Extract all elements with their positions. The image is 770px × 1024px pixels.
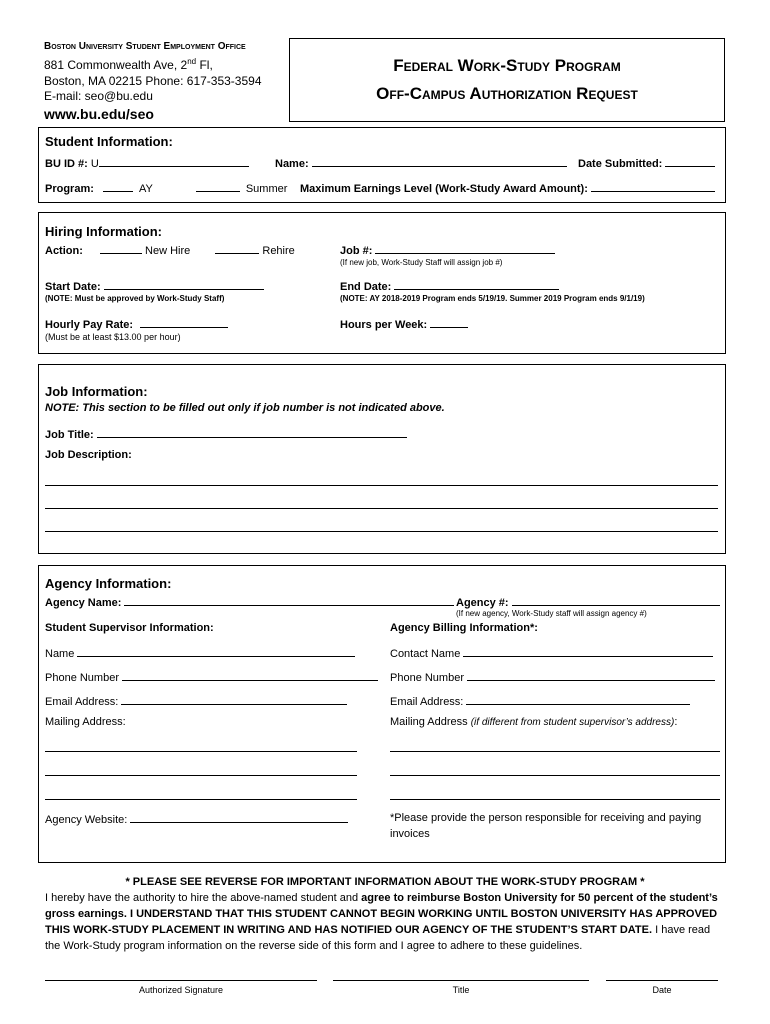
rehire-field[interactable] [215, 242, 259, 254]
form-title-line-2: Off-Campus Authorization Request [376, 84, 638, 103]
date-label: Date [652, 985, 672, 995]
agency-name-row: Agency Name: [45, 594, 454, 609]
job-description-line-2[interactable] [45, 508, 718, 509]
program-summer-field[interactable] [196, 180, 240, 192]
supervisor-mailing-line-1[interactable] [45, 751, 357, 752]
student-name-field[interactable] [312, 155, 567, 167]
billing-mailing-line-2[interactable] [390, 775, 720, 776]
hourly-pay-note: (Must be at least $13.00 per hour) [45, 332, 181, 342]
end-date-note: (NOTE: AY 2018-2019 Program ends 5/19/19. Summer 2019 Program ends 9/1/19) [340, 294, 645, 303]
supervisor-heading: Student Supervisor Information: [45, 622, 214, 634]
office-name: Boston University Student Employment Office [44, 41, 246, 52]
supervisor-phone-row: Phone Number [45, 669, 378, 684]
job-number-note: (If new job, Work-Study Staff will assign job #) [340, 258, 503, 267]
supervisor-name-field[interactable] [77, 645, 355, 657]
start-date-note: (NOTE: Must be approved by Work-Study Staff) [45, 294, 225, 303]
student-row-1: BU ID #: U [45, 155, 249, 170]
date-submitted-row: Date Submitted: [578, 155, 715, 170]
authorization-paragraph: I hereby have the authority to hire the above-named student and agree to reimburse Boston University for 50 percent of the student’s gross earnings. I UNDERSTAND THAT THIS STUDENT CANNOT BEGIN WORKING UNTIL BOSTON UNIVERSITY HAS APPROVED THIS WORK-STUDY PLACEMENT IN WRITING AND HAS NOTIFIED OUR AGENCY OF THE STUDENT’S START DATE. I have read the Work-Study program information on the reverse side of this form and I agree to adhere to these guidelines. [45, 892, 718, 952]
billing-phone-field[interactable] [467, 669, 715, 681]
job-info-heading: Job Information: [45, 384, 148, 399]
signature-line[interactable] [45, 980, 317, 981]
job-number-row: Job #: [340, 242, 555, 257]
supervisor-email-field[interactable] [121, 693, 347, 705]
agency-number-note: (If new agency, Work-Study staff will assign agency #) [456, 609, 647, 618]
billing-email-row: Email Address: [390, 693, 690, 708]
student-name-row: Name: [275, 155, 567, 170]
job-description-line-3[interactable] [45, 531, 718, 532]
agency-website-row: Agency Website: [45, 811, 348, 826]
job-description-label: Job Description: [45, 449, 132, 461]
billing-mailing-line-1[interactable] [390, 751, 720, 752]
billing-footnote: *Please provide the person responsible for receiving and paying invoices [390, 812, 702, 840]
max-earnings-row: Maximum Earnings Level (Work-Study Award Amount): [300, 180, 715, 195]
billing-email-field[interactable] [466, 693, 690, 705]
reverse-notice: * PLEASE SEE REVERSE FOR IMPORTANT INFORMATION ABOUT THE WORK-STUDY PROGRAM * [125, 876, 645, 888]
title-label: Title [452, 985, 470, 995]
title-line[interactable] [333, 980, 589, 981]
billing-heading: Agency Billing Information*: [390, 622, 538, 634]
form-title-line-1: Federal Work-Study Program [393, 56, 621, 75]
billing-phone-row: Phone Number [390, 669, 715, 684]
supervisor-mailing-line-3[interactable] [45, 799, 357, 800]
program-ay-field[interactable] [103, 180, 133, 192]
end-date-row: End Date: [340, 278, 559, 293]
job-title-field[interactable] [97, 426, 407, 438]
supervisor-phone-field[interactable] [122, 669, 378, 681]
student-row-2: Program: AY Summer [45, 180, 287, 195]
hours-week-field[interactable] [430, 316, 468, 328]
job-description-line-1[interactable] [45, 485, 718, 486]
student-info-heading: Student Information: [45, 134, 173, 149]
bu-id-field[interactable] [99, 155, 249, 167]
billing-contact-row: Contact Name [390, 645, 713, 660]
job-info-note: NOTE: This section to be filled out only if job number is not indicated above. [45, 402, 445, 414]
date-line[interactable] [606, 980, 718, 981]
office-email: E-mail: seo@bu.edu [44, 89, 153, 103]
job-number-field[interactable] [375, 242, 555, 254]
agency-website-field[interactable] [130, 811, 348, 823]
action-row: Action: New Hire Rehire [45, 242, 295, 257]
start-date-field[interactable] [104, 278, 264, 290]
date-submitted-field[interactable] [665, 155, 715, 167]
office-address-1: 881 Commonwealth Ave, 2nd Fl, [44, 57, 213, 72]
agency-number-field[interactable] [512, 594, 720, 606]
supervisor-mailing-label: Mailing Address: [45, 716, 126, 728]
job-title-row: Job Title: [45, 426, 407, 441]
hours-week-row: Hours per Week: [340, 316, 468, 331]
office-header [44, 40, 284, 124]
billing-contact-field[interactable] [463, 645, 713, 657]
form-title-box [289, 38, 725, 122]
end-date-field[interactable] [394, 278, 559, 290]
office-address-2: Boston, MA 02215 Phone: 617-353-3594 [44, 74, 262, 88]
signature-label: Authorized Signature [138, 985, 224, 995]
hourly-pay-row: Hourly Pay Rate: [45, 316, 228, 331]
agency-info-heading: Agency Information: [45, 576, 172, 591]
billing-mailing-line-3[interactable] [390, 799, 720, 800]
supervisor-email-row: Email Address: [45, 693, 347, 708]
hiring-info-heading: Hiring Information: [45, 224, 162, 239]
agency-number-row: Agency #: [456, 594, 720, 609]
billing-mailing-label: Mailing Address (if different from student supervisor’s address): [390, 716, 678, 728]
office-website: www.bu.edu/seo [44, 106, 154, 122]
supervisor-mailing-line-2[interactable] [45, 775, 357, 776]
agency-name-field[interactable] [124, 594, 454, 606]
max-earnings-field[interactable] [591, 180, 715, 192]
new-hire-field[interactable] [100, 242, 142, 254]
hourly-pay-field[interactable] [140, 316, 228, 328]
start-date-row: Start Date: [45, 278, 264, 293]
supervisor-name-row: Name [45, 645, 355, 660]
